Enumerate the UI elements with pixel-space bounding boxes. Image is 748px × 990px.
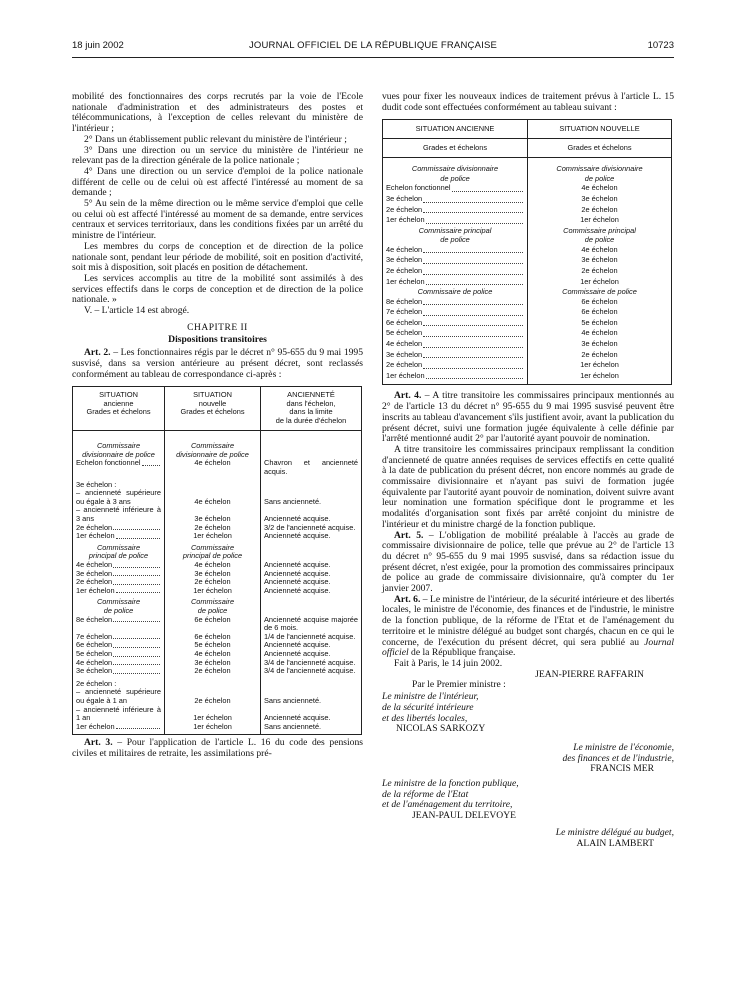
cell-new: 4e échelon <box>165 489 261 506</box>
cell-old: 2e échelon <box>76 522 113 532</box>
cell-new: 3e échelon <box>165 570 261 579</box>
cell-old: 8e échelon <box>386 296 423 306</box>
grade-new: Commissaire principal de police <box>528 226 672 245</box>
cell-new: 2e échelon <box>528 266 672 277</box>
grade-new: Commissaire divisionnaire de police <box>528 164 672 183</box>
article-label: Art. 4. <box>394 390 422 402</box>
pension-assimilation-table <box>382 119 672 385</box>
grade-old: Commissaire divisionnaire de police <box>73 439 165 459</box>
table-group-row <box>73 541 362 561</box>
header-date: 18 juin 2002 <box>72 40 124 51</box>
cell-new: 3e échelon <box>528 194 672 205</box>
grade-old: Commissaire divisionnaire de police <box>383 164 528 183</box>
chapter-heading: CHAPITRE II <box>187 322 248 333</box>
table-row <box>383 360 672 371</box>
article-text: – L'obligation de mobilité préalable à l'accès au grade de commissaire divisionnaire de police, telle que prévue au 2° de l'article 13 du décret n° 95-655 du 9 mai 1995 susvisé, dans sa rédaction issue du présent décret, n'est exigée, pour la promotion des commissaires principaux de police au grade de commissaire divisionnaire, qu'à compter du 1er janvier 2007. <box>382 529 674 595</box>
cell-new: 1er échelon <box>528 215 672 226</box>
minister-name: FRANCIS MER <box>590 763 654 775</box>
minister-title: Le ministre de la fonction publique, de la réforme de l'Etat et de l'aménagement du territoire, <box>382 778 519 811</box>
cell-seniority: Ancienneté acquise. <box>261 532 362 541</box>
paragraph: V. – L'article 14 est abrogé. <box>84 305 190 317</box>
table-row <box>383 318 672 329</box>
cell-old: 3e échelon : <box>73 477 165 490</box>
paragraph: 5° Au sein de la même direction ou le même service d'emploi que celle ou celui où est affecté l'intéressé au moment de sa demande, entre services centraux et services territoriaux, dans les conditions fixées par un arrêté du ministre de l'intérieur. <box>72 198 363 242</box>
grade-old: Commissaire de police <box>383 287 528 297</box>
table-row <box>383 205 672 216</box>
grade-old: Commissaire de police <box>73 595 165 615</box>
cell-old: 4e échelon <box>386 244 423 254</box>
cell-new: 2e échelon <box>165 688 261 705</box>
table-row <box>383 350 672 361</box>
cell-new: 6e échelon <box>528 307 672 318</box>
cell-new: 1er échelon <box>165 723 261 735</box>
table-row <box>383 307 672 318</box>
paragraph: mobilité des fonctionnaires des corps recrutés par la voie de l'Ecole nationale d'administration et des administrateurs des postes et télécommunications, à l'exception de celles relevant du ministère de l'intérieur ; <box>72 91 363 135</box>
cell-old: 2e échelon <box>386 204 423 214</box>
table-row <box>73 587 362 596</box>
article-text: – Le ministre de l'intérieur, de la sécurité intérieure et des libertés locales, le ministre de l'économie, des finances et de l'industrie, le ministre de la fonction publique, de la réforme de l'Etat et de l'aménagement du territoire et le ministre délégué au budget sont chargés, chacun en ce qui le concerne, de l'exécution du présent décret, qui sera publié au <box>382 593 674 648</box>
cell-new: 2e échelon <box>165 524 261 533</box>
left-column <box>72 92 363 760</box>
cell-new: 2e échelon <box>165 667 261 676</box>
sub-header-old: Grades et échelons <box>383 139 528 158</box>
col-header-new <box>165 387 261 431</box>
table-row <box>73 723 362 735</box>
col-header-seniority <box>261 387 362 431</box>
article-5 <box>382 531 674 595</box>
article-text: – Pour l'application de l'article L. 16 du code des pensions civiles et militaires de retraite, les assimilations pré- <box>72 737 363 759</box>
table-row <box>73 459 362 476</box>
cell-seniority: Chavron et ancienneté acquis. <box>261 459 362 476</box>
table-row <box>383 183 672 194</box>
minister-title: Le ministre de l'économie, des finances et de l'industrie, <box>562 741 674 764</box>
cell-seniority: Ancienneté acquise. <box>261 706 362 723</box>
header-rule <box>72 57 674 58</box>
signing-place-date: Fait à Paris, le 14 juin 2002. <box>394 657 503 669</box>
cell-old: 1er échelon <box>386 215 425 225</box>
cell-seniority: 3/4 de l'ancienneté acquise. <box>261 659 362 668</box>
table-row <box>383 277 672 288</box>
grade-old: Commissaire principal de police <box>383 226 528 245</box>
col-header-old-text: SITUATION ancienne Grades et échelons <box>86 390 151 417</box>
cell-new: 4e échelon <box>528 328 672 339</box>
cell-new: 1er échelon <box>165 587 261 596</box>
table-group-row <box>73 595 362 615</box>
article-label: Art. 2. <box>84 347 111 359</box>
grade-new: Commissaire de police <box>165 595 261 615</box>
cell-seniority: Sans ancienneté. <box>261 489 362 506</box>
cell-seniority: 3/4 de l'ancienneté acquise. <box>261 667 362 676</box>
cell-new: 6e échelon <box>165 616 261 633</box>
table-group-row <box>383 226 672 245</box>
sub-header-new: Grades et échelons <box>528 139 672 158</box>
table-row <box>73 667 362 676</box>
cell-seniority: Ancienneté acquise. <box>261 561 362 570</box>
cell-seniority: Ancienneté acquise. <box>261 506 362 523</box>
paragraph: Les membres du corps de conception et de direction de la police nationale sont, pendant leur période de mobilité, soit en position d'activité, soit mis à disposition, soit placés en position de détachement. <box>72 240 363 274</box>
cell-seniority: Ancienneté acquise. <box>261 650 362 659</box>
minister-name: JEAN-PAUL DELEVOYE <box>412 810 517 822</box>
cell-seniority: Sans ancienneté. <box>261 723 362 735</box>
table-row <box>73 532 362 541</box>
cell-new: 4e échelon <box>528 245 672 256</box>
table-row <box>383 328 672 339</box>
cell-seniority: 1/4 de l'ancienneté acquise. <box>261 633 362 642</box>
table-row <box>73 688 362 705</box>
cell-seniority: Ancienneté acquise. <box>261 587 362 596</box>
article-text: – A titre transitoire les commissaires principaux mentionnés au 2° de l'article 13 du décret n° 95-655 du 9 mai 1995 susvisé peuvent être inscrits au tableau d'avancement s'ils justifient avoir, avant la publication du présent décret, suivi une formation jugée équivalente à celle définie par l'arrêté mentionné audit 2° par l'autorité ayant pouvoir de nomination. <box>382 390 674 445</box>
grade-new: Commissaire principal de police <box>165 541 261 561</box>
cell-old: 1er échelon <box>386 276 425 286</box>
cell-new: 1er échelon <box>528 371 672 385</box>
paragraph: 3° Dans une direction ou un service du ministère de l'intérieur ne relevant pas de la direction générale de la police nationale ; <box>72 144 363 167</box>
cell-seniority: Sans ancienneté. <box>261 688 362 705</box>
table-row <box>73 616 362 633</box>
table-row <box>383 255 672 266</box>
table-row <box>73 489 362 506</box>
chapter-title: Dispositions transitoires <box>168 334 267 346</box>
cell-old: – ancienneté inférieure à 1 an <box>73 706 165 723</box>
cell-old: 1er échelon <box>76 531 115 541</box>
cell-old: 1er échelon <box>386 370 425 380</box>
cell-old: 7e échelon <box>386 307 423 317</box>
table-group-row <box>383 287 672 297</box>
cell-old: – ancienneté inférieure à 3 ans <box>73 506 165 523</box>
article-text: – Les fonctionnaires régis par le décret n° 95-655 du 9 mai 1995 susvisé, dans sa version antérieure au présent décret, sont reclassés conformément au tableau de correspondance ci-après : <box>72 347 364 380</box>
cell-seniority: 3/2 de l'ancienneté acquise. <box>261 524 362 533</box>
signatures <box>382 670 674 850</box>
prime-minister-name: JEAN-PIERRE RAFFARIN <box>535 668 644 680</box>
cell-new: 4e échelon <box>165 459 261 476</box>
article-label: Art. 5. <box>394 529 424 541</box>
table-row <box>383 215 672 226</box>
paragraph: 4° Dans une direction ou un service d'emploi de la police nationale différent de celle ou de celui où est affecté l'intéressé au moment de sa demande ; <box>72 165 363 199</box>
header-journal-title: JOURNAL OFFICIEL DE LA RÉPUBLIQUE FRANÇAISE <box>248 40 498 51</box>
cell-old: 2e échelon <box>386 265 423 275</box>
article-label: Art. 3. <box>84 737 113 749</box>
article-text-end: de la République française. <box>408 647 516 659</box>
minister-name: NICOLAS SARKOZY <box>396 723 486 735</box>
cell-old: 2e échelon <box>76 577 113 587</box>
cell-old: Echelon fonctionnel <box>76 458 141 468</box>
cell-new: 4e échelon <box>165 650 261 659</box>
col-header-new: SITUATION NOUVELLE <box>528 120 672 139</box>
table-row <box>383 245 672 256</box>
article-6 <box>382 595 674 659</box>
cell-old: 6e échelon <box>386 317 423 327</box>
cell-old: 4e échelon <box>76 560 113 569</box>
cell-old: 5e échelon <box>386 328 423 338</box>
cell-new: 2e échelon <box>528 205 672 216</box>
right-column <box>382 92 674 849</box>
cell-old: 3e échelon <box>386 349 423 359</box>
cell-old: 3e échelon <box>76 568 113 578</box>
cell-new: 1er échelon <box>165 706 261 723</box>
cell-new: 6e échelon <box>165 633 261 642</box>
table-row <box>73 506 362 523</box>
cell-new: 3e échelon <box>165 506 261 523</box>
cell-new: 5e échelon <box>165 641 261 650</box>
cell-old: – ancienneté supérieure ou égale à 3 ans <box>73 489 165 506</box>
cell-seniority: Ancienneté acquise majorée de 6 mois. <box>261 616 362 633</box>
paragraph: A titre transitoire les commissaires principaux remplissant la condition d'ancienneté de quatre années requises de services effectifs en cette qualité à la date de publication du présent décret, non encore nommés au grade de commissaire divisionnaire et n'ayant pas suivi de formation jugée équivalente par l'autorité ayant pouvoir de nomination, doivent suivre avant leur nomination une formation spécifique dont le programme et les modalités d'organisation sont fixés par arrêté conjoint du ministre de l'intérieur et du ministre chargé de la fonction publique. <box>382 443 674 530</box>
minister-title: Le ministre de l'intérieur, de la sécurité intérieure et des libertés locales, <box>382 691 479 724</box>
grade-new: Commissaire de police <box>528 287 672 297</box>
cell-old: 5e échelon <box>76 648 113 658</box>
cell-seniority: Ancienneté acquise. <box>261 578 362 587</box>
header-page-number: 10723 <box>647 40 674 51</box>
cell-old: 3e échelon <box>76 666 113 676</box>
article-2 <box>72 348 363 380</box>
cell-new: 4e échelon <box>528 183 672 194</box>
cell-new: 2e échelon <box>528 350 672 361</box>
minister-name: ALAIN LAMBERT <box>576 837 654 849</box>
minister-title: Le ministre délégué au budget, <box>555 826 674 838</box>
table-row <box>383 371 672 385</box>
cell-old: 1er échelon <box>76 585 115 595</box>
paragraph: 2° Dans un établissement public relevant du ministère de l'intérieur ; <box>84 133 347 145</box>
cell-new: 1er échelon <box>528 277 672 288</box>
reclassification-table <box>72 386 362 735</box>
cell-old: 8e échelon <box>76 614 113 624</box>
cell-old: 7e échelon <box>76 631 113 641</box>
article-4 <box>382 391 674 445</box>
cell-new: 5e échelon <box>528 318 672 329</box>
col-header-old: SITUATION ANCIENNE <box>383 120 528 139</box>
cell-new: 6e échelon <box>528 297 672 308</box>
cell-old: 2e échelon : <box>73 676 165 689</box>
table-row <box>383 266 672 277</box>
journal-officiel-ref: Journal officiel <box>382 636 674 659</box>
col-header-seniority-text: ANCIENNETÉ dans l'échelon, dans la limite de la durée d'échelon <box>275 390 347 426</box>
grade-new: Commissaire divisionnaire de police <box>165 439 261 459</box>
col-header-new-text: SITUATION nouvelle Grades et échelons <box>180 390 245 417</box>
cell-old: Echelon fonctionnel <box>386 183 451 193</box>
col-header-old <box>73 387 165 431</box>
table-group-row <box>73 439 362 459</box>
cell-old: – ancienneté supérieure ou égale à 1 an <box>73 688 165 705</box>
cell-new: 1er échelon <box>528 360 672 371</box>
cell-new: 3e échelon <box>165 659 261 668</box>
cell-old: 4e échelon <box>386 339 423 349</box>
table-row <box>383 297 672 308</box>
cell-old: 3e échelon <box>386 255 423 265</box>
table-row <box>383 339 672 350</box>
table-group-row <box>383 164 672 183</box>
cell-seniority: Ancienneté acquise. <box>261 570 362 579</box>
cell-old: 1er échelon <box>76 721 115 731</box>
article-3 <box>72 738 363 759</box>
cell-new: 1er échelon <box>165 532 261 541</box>
table-row <box>383 194 672 205</box>
page-header <box>72 40 674 54</box>
cell-new: 2e échelon <box>165 578 261 587</box>
paragraph: Les services accomplis au titre de la mobilité sont assimilés à des services effectifs dans le corps de conception et de direction de la police nationale. » <box>72 272 363 306</box>
grade-old: Commissaire principal de police <box>73 541 165 561</box>
cell-new: 3e échelon <box>528 255 672 266</box>
cell-seniority: Ancienneté acquise. <box>261 641 362 650</box>
cell-new: 4e échelon <box>165 561 261 570</box>
cell-old: 6e échelon <box>76 640 113 650</box>
paragraph: vues pour fixer les nouveaux indices de traitement prévus à l'article L. 15 dudit code sont effectuées conformément au tableau suivant : <box>382 91 674 113</box>
cell-new: 3e échelon <box>528 339 672 350</box>
article-label: Art. 6. <box>394 593 421 605</box>
cell-old: 3e échelon <box>386 194 423 203</box>
table-row <box>73 706 362 723</box>
cell-old: 4e échelon <box>76 657 113 667</box>
by-prime-minister: Par le Premier ministre : <box>412 679 506 691</box>
cell-old: 2e échelon <box>386 360 423 370</box>
